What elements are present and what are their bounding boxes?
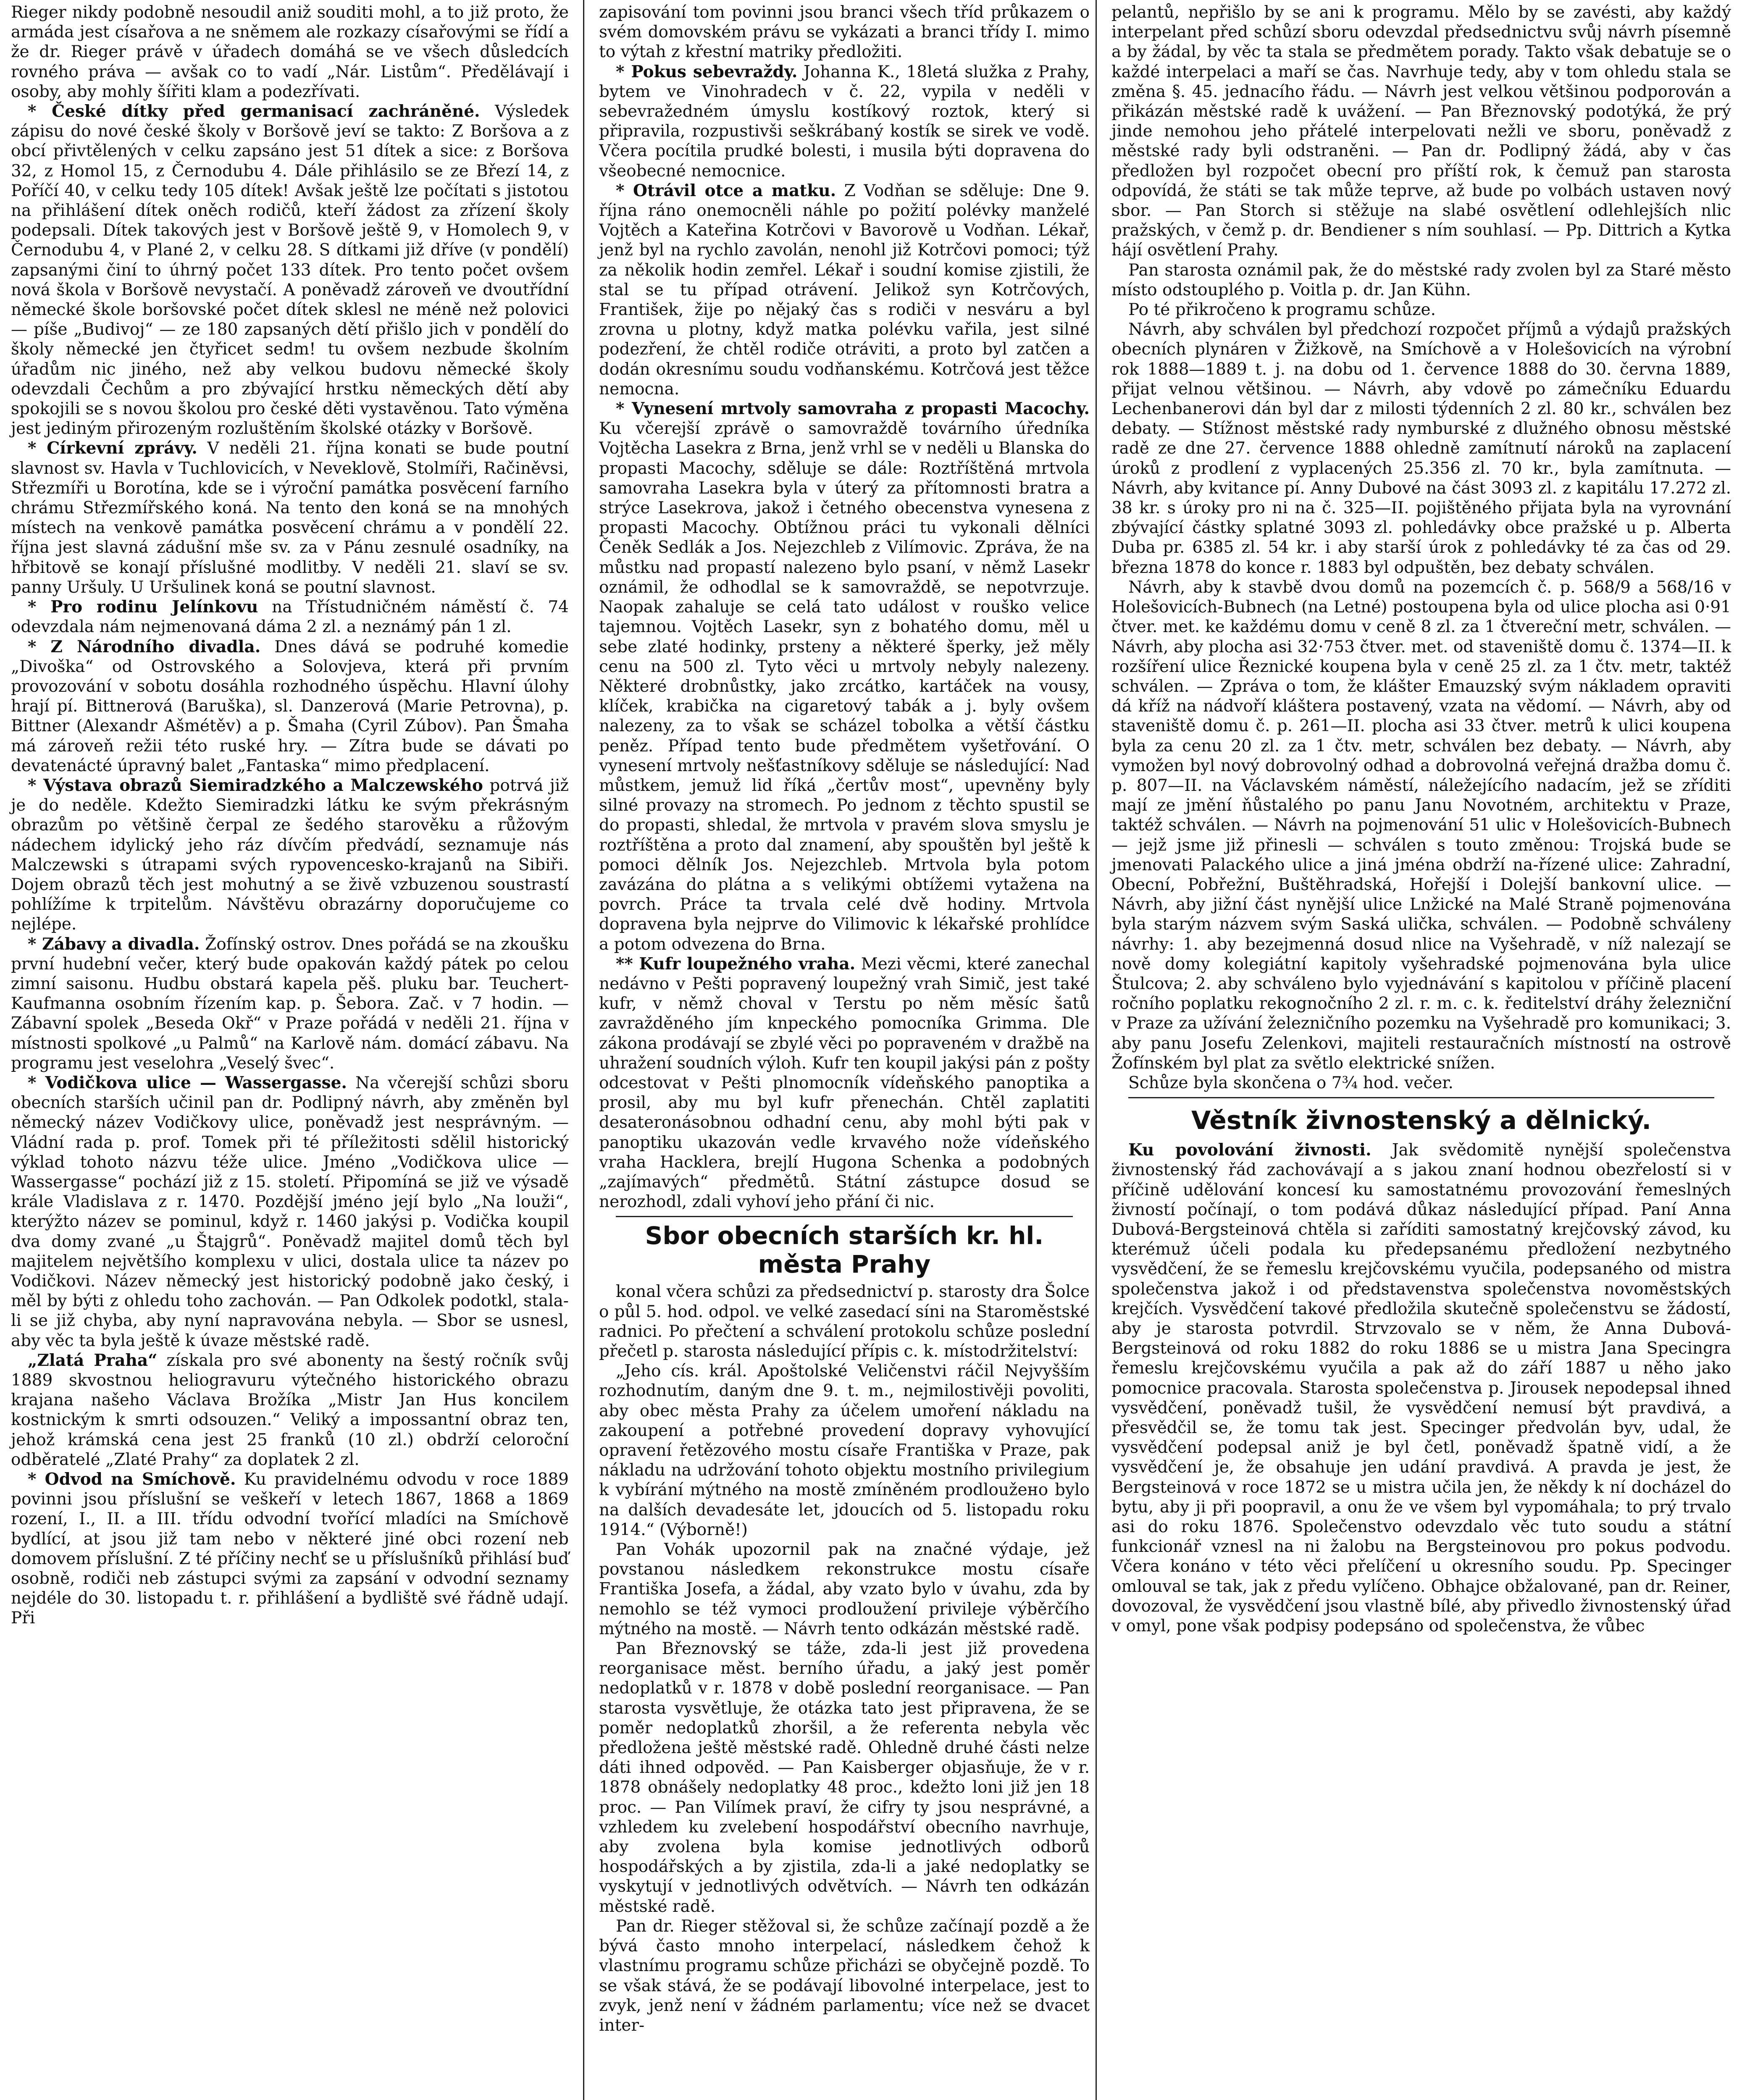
article-paragraph: pelantů, nepřišlo by se ani k programu. Mělo by se zavésti, aby každý interpelant před schůzí sboru odevzdal předsednictvu svůj návrh písemně a by žádal, by věc ta stala se předmětem porady. Takto však debatuje se o každé interpelaci a maří se čas. Navrhuje tedy, aby v tom ohledu stala se změna §. 45. jednacího řádu. — Návrh jest velkou většinou podporován a přikázán městské radě k uvážení. — Pan Březnovský podotýká, že prý jinde nemohou jeho přátelé interpelovati nežli ve sboru, poněvadž z městské rady byli odstraněni. — Pan dr. Podlipný žádá, aby v čas předložen byl rozpočet obecní pro příští rok, k čemuž pan starosta odpovídá, že státi se tak může teprve, až bude po volbách ustaven nový sbor. — Pan Storch si stěžuje na slabé osvětlení odlehlejších nlic pražských, v čemž p. dr. Bendiener s ním souhlasí. — Pp. Dittrich a Kytka hájí osvětlení Prahy. [1111, 3, 1731, 260]
section-heading: Věstník živnostenský a dělnický. [1191, 1106, 1651, 1136]
article-paragraph [11, 597, 569, 637]
article-paragraph: Pan starosta oznámil pak, že do městské rady zvolen byl za Staré město místo odstouplého p. Voitla p. dr. Jan Kühn. [1111, 260, 1731, 299]
article-body: na Třístudničném náměstí č. 74 odevzdala nám nejmenovaná dáma 2 zl. a neznámý pán 1 zl. [11, 598, 569, 637]
article-title: * Odvod na Smíchově. [28, 1470, 236, 1489]
article-paragraph: Návrh, aby schválen byl předchozí rozpočet příjmů a výdajů pražských obecních plynáren v Žižkově, na Smíchově a v Holešovicích na výrobní rok 1888—1889 t. j. na dobu od 1. července 1888 do 30. června 1889, přijat velnou většinou. — Návrh, aby vdově po zámečníku Eduardu Lechenbanerovi dán byl dar z milosti týdenních 2 zl. 80 kr., schválen bez debaty. — Stížnost městské rady nymburské z dlužného obnosu městské radě ze dne 27. července 1888 ohledně zamítnutí nároků na zaplacení úroků z prodlení z vyplacených 25.356 zl. 70 kr., byla zamítnuta. — Návrh, aby kvitance pí. Anny Dubové na část 3093 zl. z kapitálu 17.272 zl. 38 kr. s úroky pro ni na č. 325—II. pojištěného přijata byla na vyrovnání zbývající částky splatné 3093 zl. pohledávky obce pražské u p. Alberta Duba pr. 6385 zl. 54 kr. i aby starší úrok z pohledávky té za čas od 29. března 1878 do konce r. 1883 byl odpuštěn, bez debaty schválen. [1111, 320, 1731, 577]
article-body: Mezi věcmi, které zanechal nedávno v Pešti popravený loupežný vrah Simič, jest také kufr, v němž choval v Terstu po něm měsíc šatů zavražděného jím knpeckého pomocníka Grimma. Dle zákona prodávají se zbylé věci po popraveném v dražbě na uhražení soudních výloh. Kufr ten koupil jakýsi pán z pošty odcestovat v Pešti plnomocník vídeňského panoptika a prosil, aby mu byl kufr přenechán. Chtěl zaplatiti desateronásobnou odhadní cenu, aby mohl býti pak v panoptiku ukazován vedle krvavého nože vídeňského vraha Hacklera, brejlí Hugona Schenka a podobných „zajímavých“ předmětů. Státní zástupce dosud se nerozhodl, zdali vyhoví jeho přání či nic. [599, 954, 1090, 1212]
article-body: Ku včerejší zprávě o samovraždě továrního úředníka Vojtěcha Lasekra z Brna, jenž vrhl se v neděli u Blanska do propasti Macochy, sděluje se dále: Roztříštěná mrtvola samovraha Lasekra byla v úterý za přítomnosti bratra a strýce Lasekrova, jakož i četného obecenstva vynesena z propasti Macochy. Obtížnou práci tu vykonali dělníci Čeněk Sedlák a Jos. Nejezchleb z Vilímovic. Zpráva, že na můstku nad propastí nalezeno bylo psaní, v němž Lasekr oznámil, že odhodlal se k samovraždě, se nepotvrzuje. Naopak zahaluje se celá tato událost v rouško velice tajemnou. Vojtěch Lasekr, syn z bohatého domu, měl u sebe zlaté hodinky, prsteny a některé šperky, jež měly cenu na 500 zl. Tyto věci u mrtvoly nebyly nalezeny. Některé drobnůstky, jako zrcátko, kartáček na vousy, klíček, krabička na cigaretový tabák a j. byly ovšem nalezeny, za to však se scházel tobolka a větší částku peněz. Případ tento bude předmětem vyšetřování. O vynesení mrtvoly nešťastníkovy sděluje se následující: Nad můstkem, jemuž lid říká „čertův most“, upevněny byly silné provazy na stromech. Po jednom z těchto spustil se do propasti, shledal, že mrtvola v pravém slova smyslu je roztříštěna a proto dal znamení, aby spouštěn byl ještě k pomoci dělník Jos. Nejezchleb. Mrtvola byla potom zavázána do plátna a s velikými obtížemi vytažena na povrch. Práce ta trvala celé dvě hodiny. Mrtvola dopravena byla nejprve do Vilimovic k lékařské prohlídce a potom odvezena do Brna. [599, 419, 1090, 954]
article-paragraph [599, 399, 1090, 954]
article-body: Jak svědomitě nynější společenstva živnostenský řád zachovávají a s jakou znaní hodnou obezřelostí si v příčině udělování koncesí ku samostatnému provozování řemeslných živností počínají, o tom podává důkaz následující případ. Paní Anna Dubová-Bergsteinová chtěla si zaříditi samostatný krejčovský závod, ku kterémuž účeli podala ku předepsanému předložení nezbytného vysvědčení, že se řemeslu krejčovskému vyučila, podepsaného od mistra společenstva jakož i od představenstva společenstva novoměstských krejčích. Vysvědčení takové předložila skutečně společenstvu se žádostí, aby je starosta potvrdil. Strvzovalo se v něm, že Anna Dubová-Bergsteinová od roku 1882 do roku 1886 se u mistra Jana Specingra řemeslu krejčovskému vyučila a pak až do září 1887 u něho jako pomocnice pracovala. Starosta společenstva p. Jirousek nepodepsal ihned vysvědčení, poněvadž tušil, že vysvědčení nemusí být pravdivá, a přesvědčil se, že tomu tak jest. Specinger předvolán byv, udal, že vysvědčení podepsal aniž je byl četl, poněvadž špatně vidí, a že vysvědčení je, že obsahuje jen udání pravdivá. A pravda je jest, že Bergsteinová v roce 1872 se u mistra učila jen, že někdy k ní docházel do bytu, aby ji při poopravil, a onu že ve všem byl vypomáhala; to prý trvalo asi do roku 1876. Společenstvo odevzdalo věc tuto soudu a státní funkcionář vznesl na ni žalobu na Bergsteinovou pro pokus podvodu. Včera konáno v této věci přelíčení u okresního soudu. Pp. Specinger omlouval se tak, jak z předu vylíčeno. Obhajce obžalované, pan dr. Reiner, dovozoval, že vysvědčení jsou vlastně bílé, aby přivedlo živnostenský úřad v omyl, pone však podpisy podepsáno od společenstva, že vůbec [1111, 1141, 1731, 1636]
article-title: * České dítky před germanisací zachráněné. [28, 102, 480, 121]
article-paragraph [11, 1351, 569, 1470]
article-title: * Otrávil otce a matku. [616, 181, 836, 200]
article-body: Johanna K., 18letá služka z Prahy, bytem ve Vinohradech v č. 22, vypila v neděli v sebevražedném úmyslu kostíkový roztok, který si připravila, rozpustivši seškrábaný kostík se sirek ve vodě. Včera pocítila prudké bolesti, i musila býti dopravena do všeobecné nemocnice. [599, 62, 1090, 181]
article-paragraph [11, 934, 569, 1073]
article-paragraph [11, 1073, 569, 1351]
article-title: * Církevní zprávy. [28, 438, 197, 458]
article-title: * Pokus sebevraždy. [616, 62, 798, 81]
article-paragraph: Pan Březnovský se táže, zda-li jest již provedena reorganisace měst. berního úřadu, a jaký jest poměr nedoplatků v r. 1878 v době poslední reorganisace. — Pan starosta vysvětluje, že otázka tato jest připravena, že se poměr nedoplatků zhoršil, a že referenta nebyla věc předložena ještě městské radě. Ohledně druhé části nelze dáti ihned odpověd. — Pan Kaisberger objasňuje, že v r. 1878 obnášely nedoplatky 48 proc., kdežto loni již jen 18 proc. — Pan Vilímek praví, že cifry ty jsou nesprávné, a vzhledem ku zvelebení hospodářství obecního navrhuje, aby zvolena byla komise jednotlivých odborů hospodářských a by zjistila, zda-li a jaké nedoplatky se vyskytují v jednotlivých odvětvích. — Návrh ten odkázán městské radě. [599, 1639, 1090, 1916]
column-3 [1101, 0, 1742, 2100]
article-paragraph: zapisování tom povinni jsou branci všech tříd průkazem o svém domovském právu se vykázati a branci třídy I. mimo to výtah z křestní matriky předložiti. [599, 3, 1090, 62]
article-paragraph: „Jeho cís. král. Apoštolské Veličenstvi ráčil Nejvyšším rozhodnutím, daným dne 9. t. m., nejmilostivěji povoliti, aby obec města Prahy za účelem umoření nákladu na zakoupení a potřebné provedení dopravy vyhovující opravení řetězového mostu císaře Františka v Praze, pak nákladu na udržování tohoto objektu mostního privilegium k vybírání mýtného na mostě zmíněném prodloužено bylo na dalších devadesáte let, jdoucích od 5. listopadu roku 1914.“ (Výborně!) [599, 1362, 1090, 1539]
article-paragraph [1111, 1140, 1731, 1636]
article-body: Žofínský ostrov. Dnes pořádá se na zkoušku první hudební večer, který bude opakován každý pátek po celou zimní saisonu. Hudbu obstará kapela pěš. pluku bar. Teuchert-Kaufmanna osobním řízením kap. p. Šebora. Zač. v 7 hodin. — Zábavní spolek „Beseda Okř“ v Praze pořádá v neděli 21. října v místnosti spolkové „u Palmů“ na Karlově nám. domácí zábavu. Na programu jest veselohra „Veselý švec“. [11, 934, 569, 1073]
article-title: * Vynesení mrtvoly samovraha z propasti Macochy. [616, 399, 1090, 419]
article-paragraph: Rieger nikdy podobně nesoudil aniž souditi mohl, a to již proto, že armáda jest císařova a ne sněmem ale rozkazy císařovými se řídí a že dr. Rieger právě v úřadech domáhá se ve všech důsledcích rovného práva — avšak co to vadí „Nár. Listům“. Předělávají i osoby, aby mohly šířiti klam a podezřívati. [11, 3, 569, 101]
article-paragraph [11, 1470, 569, 1628]
column-1 [0, 0, 580, 2100]
article-body: Dnes dává se podruhé komedie „Divoška“ od Ostrovského a Solovjeva, která při prvním provozování v sobotu dosáhla rozhodného úspěchu. Hlavní úlohy hrají pí. Bittnerová (Baruška), sl. Danzerová (Marie Petrovna), p. Bittner (Alexandr Ašmétěv) a p. Šmaha (Cyril Zúbov). Pan Šmaha má zároveň režii této ruské hry. — Zítra bude se dávati po devatenácté úpravný balet „Fantaska“ mimo předplacení. [11, 637, 569, 775]
column-2 [588, 0, 1101, 2100]
article-title: * Vodičkova ulice — Wassergasse. [28, 1073, 347, 1092]
article-paragraph [11, 102, 569, 438]
column-rule [583, 0, 584, 2100]
article-body: V neděli 21. října konati se bude poutní slavnost sv. Havla v Tuchlovicích, v Neveklově, Stolmíři, Račiněvsi, Střezmíři u Borotína, kde se i výroční památka posvěcení farního chrámu Střezmířského koná. Na tento den koná se na mnohých místech na venkově památka posvěcení chrámu a v pondělí 22. října jest slavná zádušní mše sv. za v Pánu zesnulé osadníky, na hřbitově se konají příslušné modlitby. V neděli 21. slaví se sv. panny Uršuly. U Uršulinek koná se poutní slavnost. [11, 439, 569, 597]
article-title: * Výstava obrazů Siemiradzkého a Malczewského [28, 775, 483, 795]
article-body: potrvá již je do neděle. Kdežto Siemiradzki látku ke svým překrásným obrazům po většině čerpal ze šedého starověku a růžovým nádechem idylický jeho ráz dívčím předvádí, seznamuje nás Malczewski s útrapami svých rypovencesko-krajanů na Sibiři. Dojem obrazů těch jest mohutný a se živě vzbuzenou soustrastí pohlížíme k trpitelům. Návštěvu obrazárny doporučujeme co nejlépe. [11, 776, 569, 934]
article-title: Ku povolování živnosti. [1128, 1140, 1372, 1160]
article-paragraph [599, 181, 1090, 399]
article-paragraph: Schůze byla skončena o 7¾ hod. večer. [1128, 1073, 1453, 1092]
article-body: Na včerejší schůzi sboru obecních starších učinil pan dr. Podlipný návrh, aby změněn byl německý název Vodičkovy ulice, poněvadž jest nesprávným. — Vládní rada p. prof. Tomek při té příležitosti sdělil historický výklad tohoto názvu téže ulice. Jméno „Vodičkova ulice — Wassergasse“ pochází již z 15. století. Připomíná se již ve výsadě krále Vladislava z r. 1470. Pozdější jméno její bylo „Na louži“, kterýžto název se pominul, když r. 1460 jakýsi p. Vodička koupil dva domy zvané „u Štajgrů“. Poněvadž majitel domů těch byl majitelem největšího komplexu v ulici, dostala ulice ta název po Vodičkovi. Název německý jest historický podobně jako český, i měl by býti z ohledu toho zachován. — Pan Odkolek podotkl, stala-li se již chyba, aby nyní napravována nebyla. — Sbor se usnesl, aby věc ta byla ještě k úvaze městské radě. [11, 1073, 569, 1350]
article-paragraph: Návrh, aby k stavbě dvou domů na pozemcích č. p. 568/9 a 568/16 v Holešovicích-Bubnech (na Letné) postoupena byla od ulice plocha asi 0·91 čtver. met. ke každému domu v ceně 8 zl. za 1 čtvereční metr, schválen. — Návrh, aby plocha asi 32·753 čtver. met. od staveniště domu č. 1374—II. k rozšíření ulice Řeznické koupena byla v ceně 25 zl. za 1 čtv. metr, taktéž schválen. — Zpráva o tom, že klášter Emauzský svým nákladem opraviti dá kříž na nádvoří kláštera postavený, vzata na vědomí. — Návrh, aby od staveniště domu č. p. 261—II. plocha asi 33 čtver. metrů k ulici koupena byla za cenu 20 zl. za 1 čtv. metr, schválen bez debaty. — Návrh, aby vymožen byl nový dobrovolný odhad a dobrovolná veřejná dražba domu č. p. 807—II. na Václavském náměstí, náležejícího nadacím, jež se zříditi mají ze jmění ňůstalého po panu Janu Novotném, architektu v Praze, taktéž schválen. — Návrh na pojmenování 51 ulic v Holešovicích-Bubnech — jejž jsme již přinesli — schválen s touto změnou: Trojská bude se jmenovati Palackého ulice a jiná jména obdrží na-řízené ulice: Zahradní, Obecní, Pobřežní, Buštěhradská, Hořejší i Dolejší bankovní ulice. — Návrh, aby jižní část nynější ulice Lnžické na Malé Straně pojmenována byla starým názvem svým Saská ulička, schválen. — Podobně schváleny návrhy: 1. aby bezejmenná dosud nlice na Vyšehradě, v níž nalezají se nově domy kolegiátní kapitoly vyšehradské pojmenována byla ulice Štulcova; 2. aby schváleno bylo vyjednávání s kapitolou v příčině placení ročního poplatku rekognočního 2 zl. r. m. c. k. ředitelství dráhy železniční v Praze za užívání železničního pozemku na Vyšehradě pro komunikaci; 3. aby panu Josefu Zelenkovi, majiteli restauračních místností na ostrově Žofínském byl plat za světlo elektrické snížen. [1111, 578, 1731, 1073]
article-body: Výsledek zápisu do nové české školy v Boršově jeví se takto: Z Boršova a z obcí přivtělených v celku zapsáno jest 51 dítek a sice: z Boršova 32, z Homol 15, z Černodubu 4. Dále přihlásilo se ze Březí 14, z Poříčí 40, v celku tedy 105 dítek! Avšak ještě lze počítati s jistotou na přihlášení dítek oněch rodičů, kteří žádost za zřízení školy podepsali. Dítek takových jest v Boršově ještě 9, v Homolech 9, v Černodubu 4, v Plané 2, v celku 28. S dítkami již dříve (v pondělí) zapsanými činí to úhrný počet 133 dítek. Pro tento počet ovšem nová škola v Boršově nevystačí. A poněvadž zároveň ve dvoutřídní německé škole boršovské počet dítek sklesl ne méně než polovici — píše „Budivoj“ — ze 180 zapsaných dětí přišlo jich v pondělí do školy německé jen čtyřicet sedm! tu ovšem nezbude školním úřadům nic jiného, než aby velkou budovu německé školy odevzdali Čechům a pro zbývající hrstku německých dětí aby spokojili se s novou školou pro české děti vystavěnou. Tato výměna jest jediným přirozeným rozluštěním školské otázky v Boršově. [11, 102, 569, 438]
article-paragraph: Pan dr. Rieger stěžoval si, že schůze začínají pozdě a že bývá často mnoho interpelací, následkem čehož k vlastnímu programu schůze přicházi se obyčejně pozdě. To se však stává, že se podávají libovolné interpelace, jest to zvyk, jenž není v žádném parlamentu; více než se dvacet inter- [599, 1916, 1090, 2035]
article-body: získala pro své abonenty na šestý ročník svůj 1889 skvostnou heliogravuru výtečného historického obrazu krajana našeho Václava Brožíka „Mistr Jan Hus koncilem kostnickým k smrti odsouzen.“ Veliký a impossantní obraz ten, jehož krámská cena jest 25 franků (10 zl.) obdrží celoroční odběratelé „Zlaté Prahy“ za doplatek 2 zl. [11, 1351, 569, 1469]
article-paragraph: Po té přikročeno k programu schůze. [1128, 300, 1436, 320]
article-title: * Z Národního divadla. [28, 637, 261, 656]
article-paragraph [599, 954, 1090, 1212]
article-body: Ku pravidelnému odvodu v roce 1889 povinni jsou příslušní se veškeří v letech 1867, 1868 a 1869 rození, I., II. a III. třídu odvodní tvořící mladíci na Smíchově bydlící, at jsou již tam nebo v některé jiné obci rození neb domovem příslušní. Z té příčiny nechť se u příslušníků přihlásí buď osobně, rodiči neb zástupci svými za zapsání v odvodní seznamy nejdéle do 30. listopadu t. r. přihlášení a bydliště své řádně udají. Při [11, 1470, 569, 1628]
article-paragraph [11, 637, 569, 776]
article-paragraph [11, 438, 569, 597]
article-title: * Zábavy a divadla. [28, 934, 200, 954]
article-paragraph [599, 62, 1090, 181]
article-title: „Zlatá Praha“ [28, 1350, 158, 1370]
section-rule [616, 1216, 1073, 1217]
article-paragraph [11, 776, 569, 934]
section-heading: Sbor obecních starších kr. hl. města Prahy [645, 1221, 1044, 1279]
article-title: * Pro rodinu Jelínkovu [28, 597, 258, 617]
article-title: ** Kufr loupežného vraha. [616, 954, 856, 974]
section-rule [1128, 1097, 1714, 1098]
article-paragraph: konal včera schůzi za předsednictví p. starosty dra Šolce o půl 5. hod. odpol. ve velké zasedací síni na Staroměstské radnici. Po přečtení a schválení protokolu schůze poslední přečetl p. starosta následující přípis c. k. místodržitelství: [599, 1282, 1090, 1361]
article-paragraph: Pan Vohák upozornil pak na značné výdaje, jež povstanou následkem rekonstrukce mostu císaře Františka Josefa, a žádal, aby vzato bylo v úvahu, zda by nemohlo se též vymoci prodloužení privileje výběrčího mýtného na mostě. — Návrh tento odkázán městské radě. [599, 1540, 1090, 1638]
article-body: Z Vodňan se sděluje: Dne 9. října ráno onemocněli náhle po požití polévky manželé Vojtěch a Kateřina Kotrčovi v Bavorově u Vodňan. Lékař, jenž byl na rychlo zavolán, nenohl již Kotrčovi pomoci; týž za několik hodin zemřel. Lékař i soudní komise zjistili, že stal se tu případ otrávení. Jelikož syn Kotrčových, František, žije po nějaký čas s rodiči v nesváru a byl zrovna u plotny, když matka polévku vařila, jest silné podezření, že chtěl rodiče otráviti, a proto byl zatčen a dodán okresnímu soudu vodňanskému. Kotrčová jest těžce nemocna. [599, 181, 1090, 399]
